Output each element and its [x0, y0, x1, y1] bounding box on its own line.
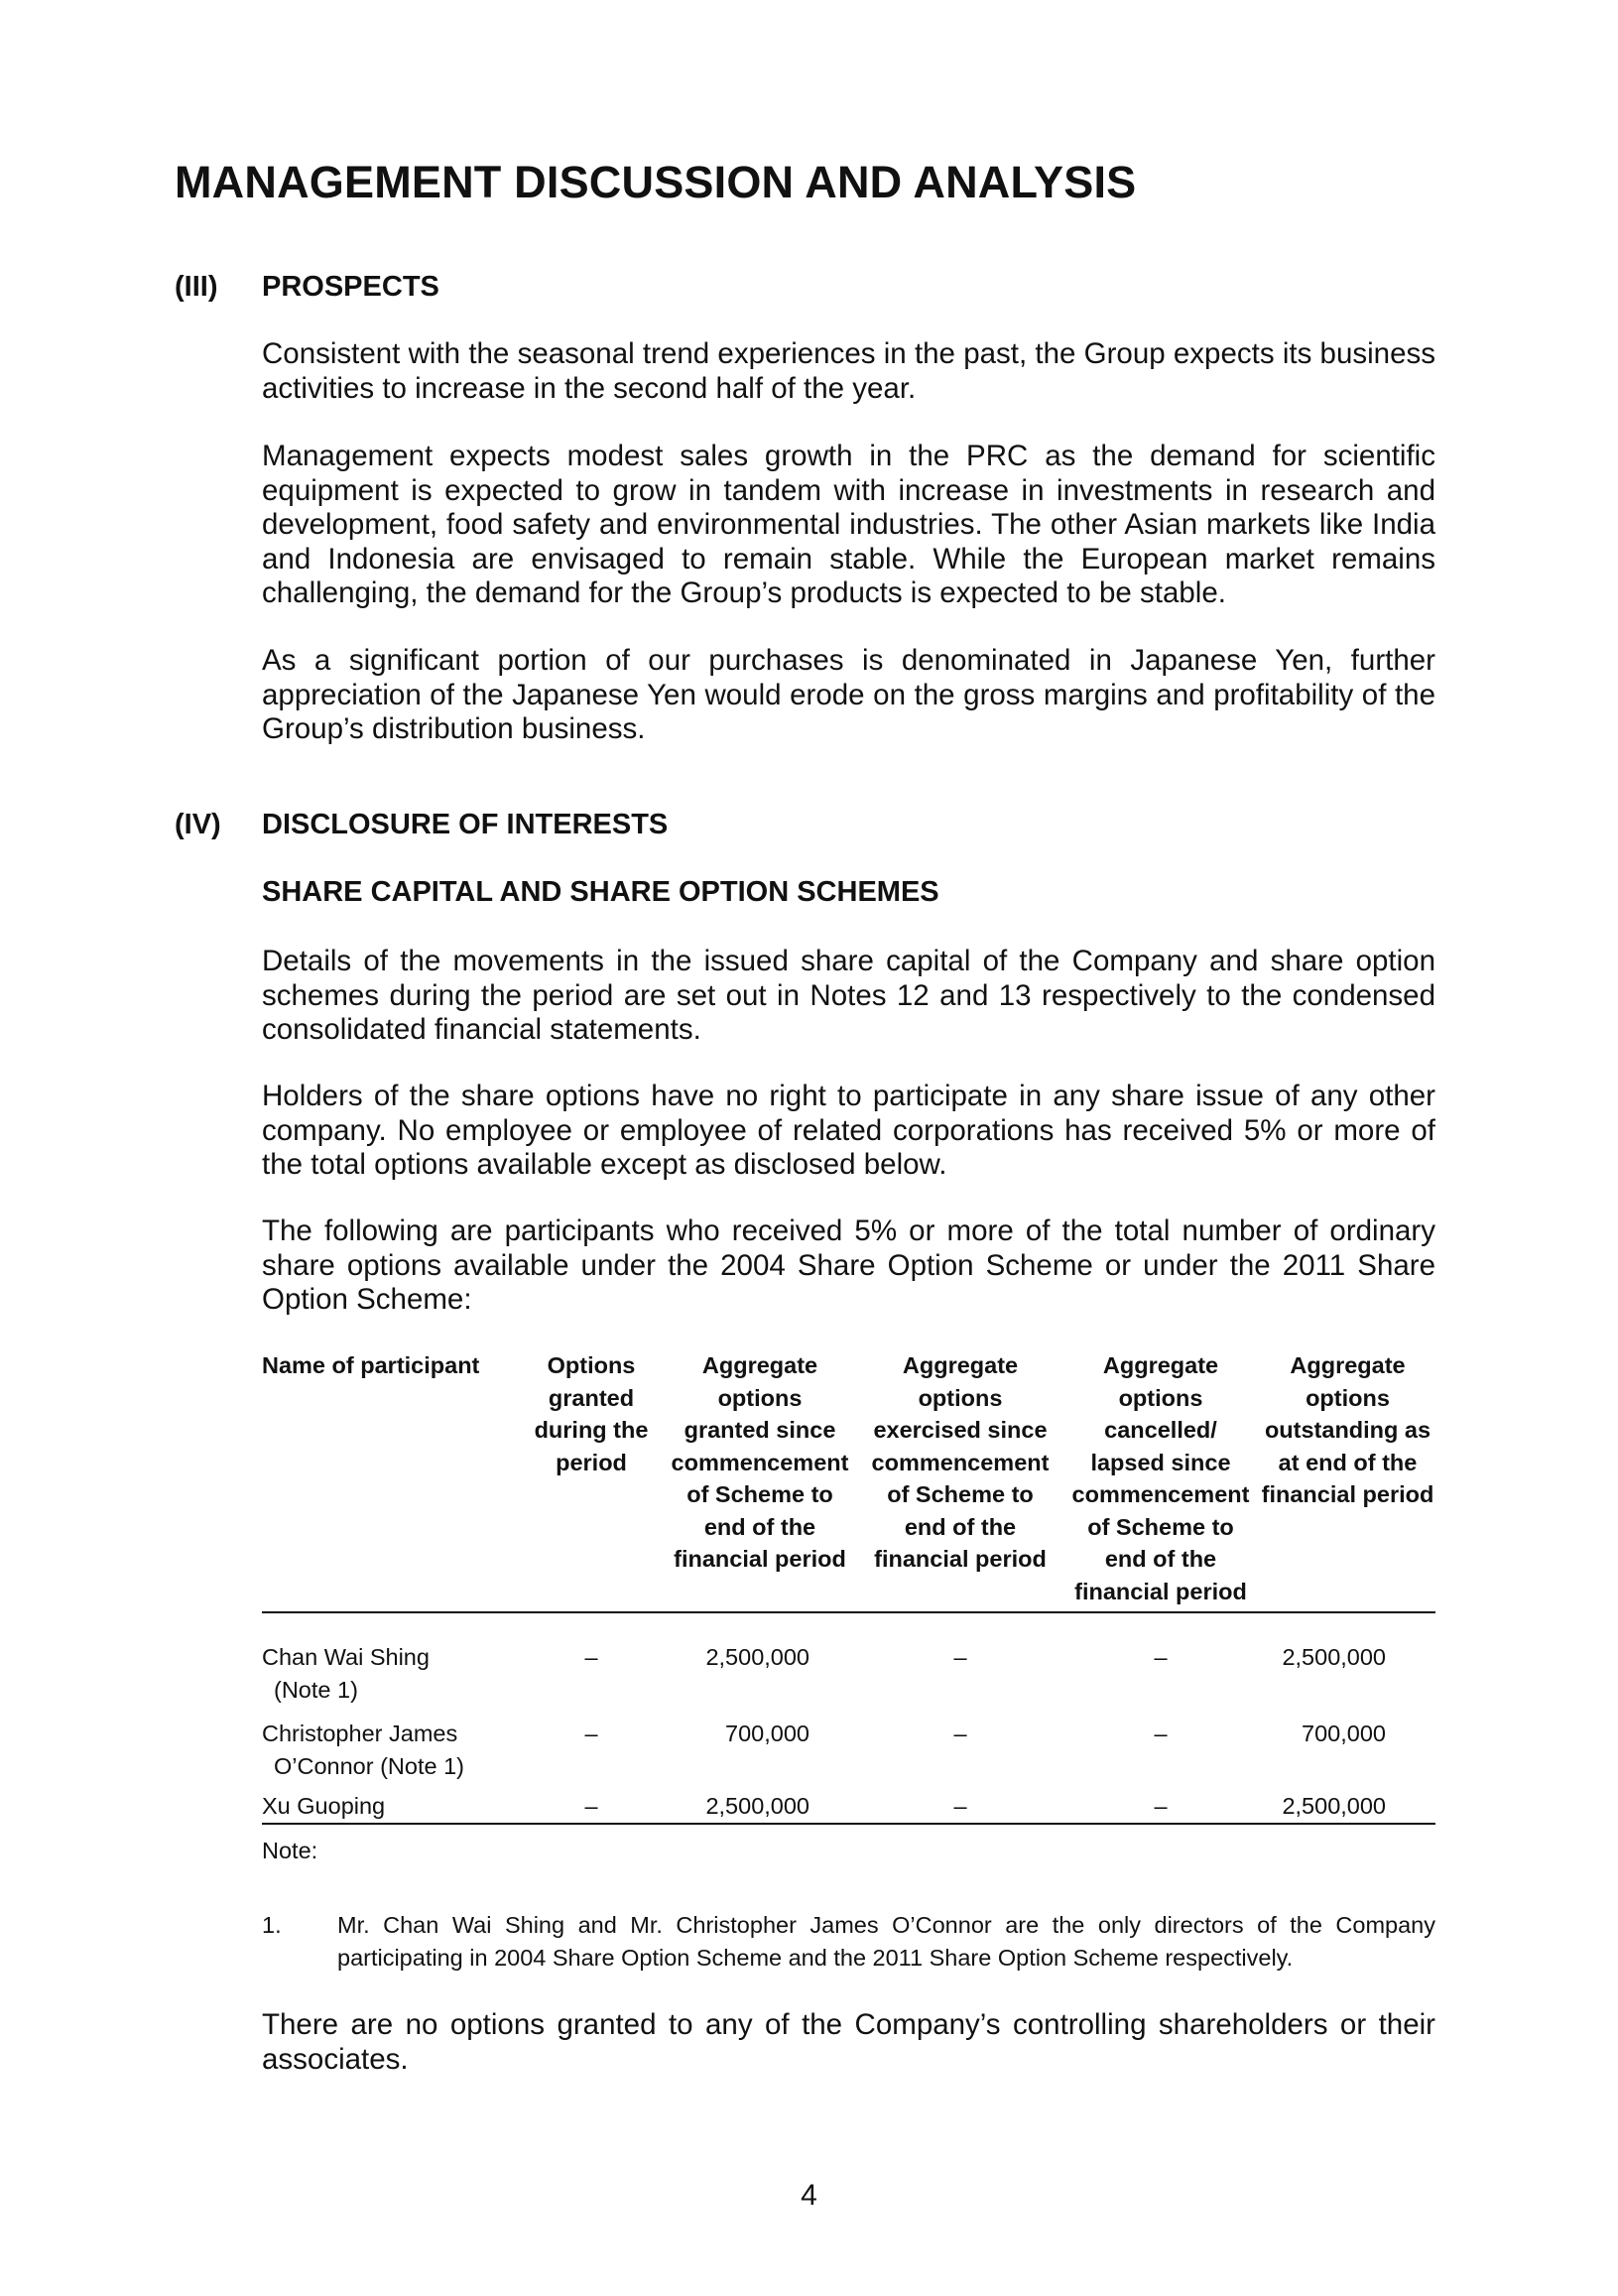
- section-heading-disclosure: [175, 808, 668, 842]
- section-number: (IV): [175, 809, 221, 840]
- section-number: (III): [175, 271, 218, 303]
- prospects-paragraph-1: Consistent with the seasonal trend experiences in the past, the Group expects its business activities to increase in the second half of the year.: [262, 337, 1435, 405]
- subheading-share-capital: SHARE CAPITAL AND SHARE OPTION SCHEMES: [262, 876, 939, 908]
- note-item: [262, 1909, 1435, 1974]
- cell-outstanding: 2,500,000: [1282, 1644, 1386, 1670]
- closing-paragraph: There are no options granted to any of the Company’s controlling shareholders or their associates.: [262, 2008, 1435, 2076]
- participant-name: Chan Wai Shing (Note 1): [262, 1644, 430, 1703]
- cell-granted-since: 2,500,000: [661, 1782, 859, 1824]
- table-header-row: [262, 1349, 1435, 1612]
- note-label: Note:: [262, 1838, 318, 1863]
- section-heading-prospects: [175, 270, 439, 305]
- cell-exercised: –: [953, 1644, 967, 1670]
- participant-name: Xu Guoping: [262, 1782, 522, 1824]
- cell-granted-period: –: [522, 1782, 661, 1824]
- cell-exercised: –: [859, 1782, 1061, 1824]
- cell-granted-period: –: [584, 1644, 598, 1670]
- cell-granted-period: –: [584, 1721, 598, 1746]
- page-title: MANAGEMENT DISCUSSION AND ANALYSIS: [175, 157, 1137, 207]
- prospects-paragraph-3: As a significant portion of our purchases is denominated in Japanese Yen, further appreciation of the Japanese Yen would erode on the gross margins and profitability of the Group’s distribution business.: [262, 644, 1435, 745]
- disclosure-paragraph-2: Holders of the share options have no right to participate in any share issue of any other company. No employee or employee of related corporations has received 5% or more of the total options available except as disclosed below.: [262, 1080, 1435, 1181]
- header-options-granted-period: Options granted during the period: [522, 1349, 661, 1612]
- header-aggregate-cancelled: Aggregate options cancelled/ lapsed since commencement of Scheme to end of the financial period: [1061, 1349, 1260, 1612]
- header-aggregate-granted: Aggregate options granted since commencement of Scheme to end of the financial period: [661, 1349, 859, 1612]
- cell-cancelled: –: [1154, 1644, 1168, 1670]
- cell-outstanding: 700,000: [1302, 1721, 1386, 1746]
- note-text: Mr. Chan Wai Shing and Mr. Christopher James O’Connor are the only directors of the Company participating in 2004 Share Option Scheme and the 2011 Share Option Scheme respectively.: [337, 1912, 1435, 1971]
- cell-cancelled: –: [1154, 1721, 1168, 1746]
- table-row: [262, 1706, 1435, 1782]
- page-number: 4: [801, 2179, 817, 2212]
- header-aggregate-outstanding: Aggregate options outstanding as at end of the financial period: [1260, 1349, 1435, 1612]
- header-name-of-participant: Name of participant: [262, 1349, 522, 1612]
- header-aggregate-exercised: Aggregate options exercised since commencement of Scheme to end of the financial period: [859, 1349, 1061, 1612]
- cell-cancelled: –: [1061, 1782, 1260, 1824]
- disclosure-paragraph-1: Details of the movements in the issued share capital of the Company and share option schemes during the period are set out in Notes 12 and 13 respectively to the condensed consolidated financial statements.: [262, 945, 1435, 1046]
- share-options-table: [262, 1349, 1435, 1825]
- table-row: [262, 1782, 1435, 1824]
- cell-granted-since: 700,000: [725, 1721, 809, 1746]
- cell-granted-since: 2,500,000: [705, 1644, 809, 1670]
- note-number: 1.: [262, 1912, 282, 1938]
- table-row: [262, 1612, 1435, 1706]
- disclosure-paragraph-3: The following are participants who received 5% or more of the total number of ordinary share options available under the 2004 Share Option Scheme or under the 2011 Share Option Scheme:: [262, 1214, 1435, 1316]
- cell-exercised: –: [953, 1721, 967, 1746]
- section-title: DISCLOSURE OF INTERESTS: [262, 809, 669, 840]
- cell-outstanding: 2,500,000: [1260, 1782, 1435, 1824]
- prospects-paragraph-2: Management expects modest sales growth in the PRC as the demand for scientific equipment is expected to grow in tandem with increase in investments in research and development, food safety and environmental industries. The other Asian markets like India and Indonesia are envisaged to remain stable. While the European market remains challenging, the demand for the Group’s products is expected to be stable.: [262, 440, 1435, 609]
- section-title: PROSPECTS: [262, 271, 439, 303]
- participant-name: Christopher James O’Connor (Note 1): [262, 1721, 464, 1779]
